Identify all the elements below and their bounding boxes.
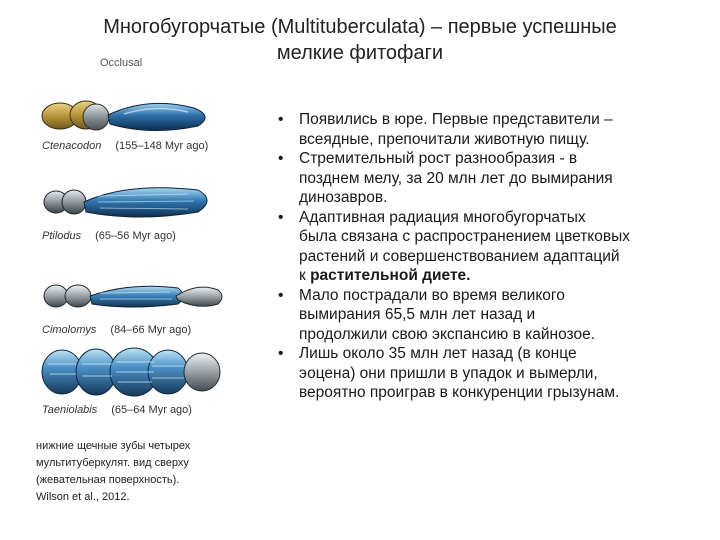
genus-cimolomys: Cimolomys [42,324,97,336]
specimen-cimolomys [38,274,278,344]
bullet-line: всеядные, препочитали животную пищу. [299,130,590,148]
ctenacodon-teeth-image [38,90,278,140]
bullet-item-decline [276,344,696,403]
bullet-marker: • [278,286,284,304]
slide-title-line-1: Многобугорчатые (Multituberculata) – первые успешные [103,16,617,38]
bullet-marker: • [278,345,284,362]
figure-caption-line-3: (жевательная поверхность). [36,474,180,486]
bullet-list [276,110,696,403]
genus-taeniolabis: Taeniolabis [42,404,98,416]
cimolomys-teeth-image [38,274,278,320]
age-cimolomys: (84–66 Myr ago) [110,324,192,336]
taeniolabis-teeth-image [38,344,278,402]
bullet-text: к [299,267,311,284]
bullet-line: Появились в юре. Первые представители – [299,111,613,128]
figure-caption [36,438,236,506]
bullet-line: эоцена) они пришли в упадок и вымерли, [299,364,598,382]
caption-ptilodus [42,230,176,242]
bullet-item-radiation [276,208,696,286]
bullet-line: вероятно проиграв в конкуренции грызунам. [299,384,620,401]
bullet-bold-text: растительной диете. [310,267,471,284]
age-ptilodus: (65–56 Myr ago) [95,230,176,242]
bullet-marker: • [278,150,284,167]
bullet-line: была связана с распространением цветковых [299,228,631,245]
figure-caption-citation: Wilson et al., 2012. [36,491,130,503]
bullet-item-diversification [276,149,696,208]
genus-ctenacodon: Ctenacodon [42,140,102,152]
bullet-item-survival [276,286,696,345]
genus-ptilodus: Ptilodus [42,230,82,242]
caption-taeniolabis [42,404,192,416]
bullet-line: Стремительный рост разнообразия - в [299,150,578,167]
bullet-line: вымирания 65,5 млн лет назад и [299,306,536,323]
age-taeniolabis: (65–64 Myr ago) [111,404,192,416]
bullet-line: Лишь около 35 млн лет назад (в конце [299,345,577,362]
age-ctenacodon: (155–148 Myr ago) [115,140,209,152]
bullet-line: продолжили свою экспансию в кайнозое. [299,325,596,343]
bullet-line: растений и совершенствованием адаптаций [299,247,620,265]
occlusal-view-label: Occlusal [100,57,143,69]
bullet-line: Адаптивная радиация многобугорчатых [299,208,586,226]
specimen-taeniolabis [38,344,278,424]
specimen-ctenacodon [38,90,278,160]
slide-title-line-2: мелкие фитофаги [276,42,444,64]
bullet-line: позднем мелу, за 20 млн лет до вымирания [299,169,613,187]
bullet-marker: • [278,111,284,128]
specimen-ptilodus [38,180,278,250]
ptilodus-teeth-image [38,180,278,226]
figure-caption-line-2: мультитуберкулят. вид сверху [36,457,189,469]
bullet-line [299,266,696,286]
bullet-line: Мало пострадали во время великого [299,286,565,304]
caption-cimolomys [42,324,191,336]
bullet-line: динозавров. [299,189,388,206]
caption-ctenacodon [42,140,208,152]
teeth-figure [38,52,278,432]
bullet-marker: • [278,208,284,226]
bullet-item-origin [276,110,696,149]
figure-caption-line-1: нижние щечные зубы четырех [36,440,191,452]
